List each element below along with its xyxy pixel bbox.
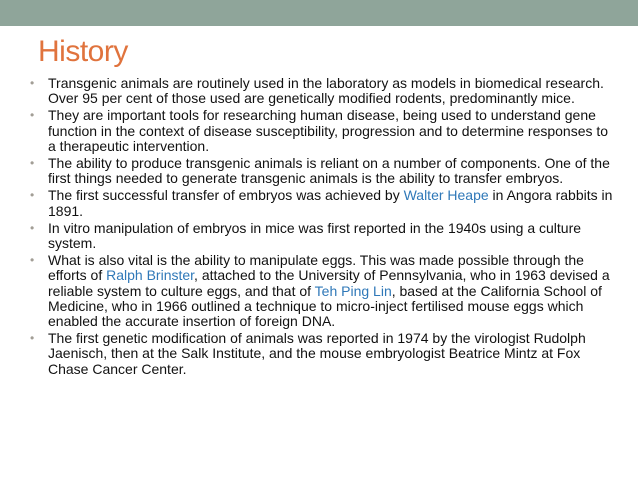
bullet-item <box>30 76 615 106</box>
bullet-item <box>30 188 615 218</box>
bullet-text: , attached to the University of Pennsylvania, who in 1963 devised a reliable system to culture eggs, and that of <box>48 267 610 299</box>
bullet-item <box>30 156 615 186</box>
hyperlink[interactable]: Ralph Brinster <box>106 267 195 284</box>
bullet-dot-icon: • <box>30 108 35 123</box>
bullet-text: In vitro manipulation of embryos in mice was first reported in the 1940s using a culture system. <box>48 219 582 252</box>
bullet-text: They are important tools for researching human disease, being used to understand gene function in the context of disease susceptibility, progression and to determine responses to a therapeutic intervention. <box>48 107 609 154</box>
hyperlink[interactable]: Walter Heape <box>403 187 489 204</box>
top-color-bar <box>0 0 638 26</box>
bullet-text: The ability to produce transgenic animals is reliant on a number of components. One of the first things needed to generate transgenic animals is the ability to transfer embryos. <box>48 155 610 187</box>
bullet-dot-icon: • <box>30 76 35 90</box>
bullet-text: in Angora rabbits in 1891. <box>48 187 613 219</box>
bullet-dot-icon: • <box>30 188 35 203</box>
bullet-text: The first successful transfer of embryos was achieved by <box>48 187 404 204</box>
hyperlink[interactable]: Teh Ping Lin <box>314 282 392 299</box>
bullet-list <box>30 76 615 379</box>
bullet-dot-icon: • <box>30 253 35 268</box>
bullet-dot-icon: • <box>30 331 35 346</box>
slide-title: History <box>38 35 128 68</box>
bullet-dot-icon: • <box>30 156 35 171</box>
bullet-text: The first genetic modification of animals was reported in 1974 by the virologist Rudolph Jaenisch, then at the Salk Institute, and the mouse embryologist Beatrice Mintz at Fox Chase Cancer Center. <box>48 330 586 377</box>
bullet-dot-icon: • <box>30 220 35 235</box>
bullet-text: , based at the California School of Medicine, who in 1966 outlined a technique to micro-inject fertilised mouse eggs which enabled the accurate insertion of foreign DNA. <box>48 282 602 330</box>
bullet-item <box>30 108 615 154</box>
bullet-item <box>30 221 615 251</box>
bullet-text: What is also vital is the ability to manipulate eggs. This was made possible through the efforts of <box>48 252 584 284</box>
bullet-item <box>30 253 615 329</box>
bullet-text: Transgenic animals are routinely used in the laboratory as models in biomedical research. Over 95 per cent of those used are genetically modified rodents, predominantly mice. <box>48 75 604 107</box>
bullet-item <box>30 331 615 377</box>
